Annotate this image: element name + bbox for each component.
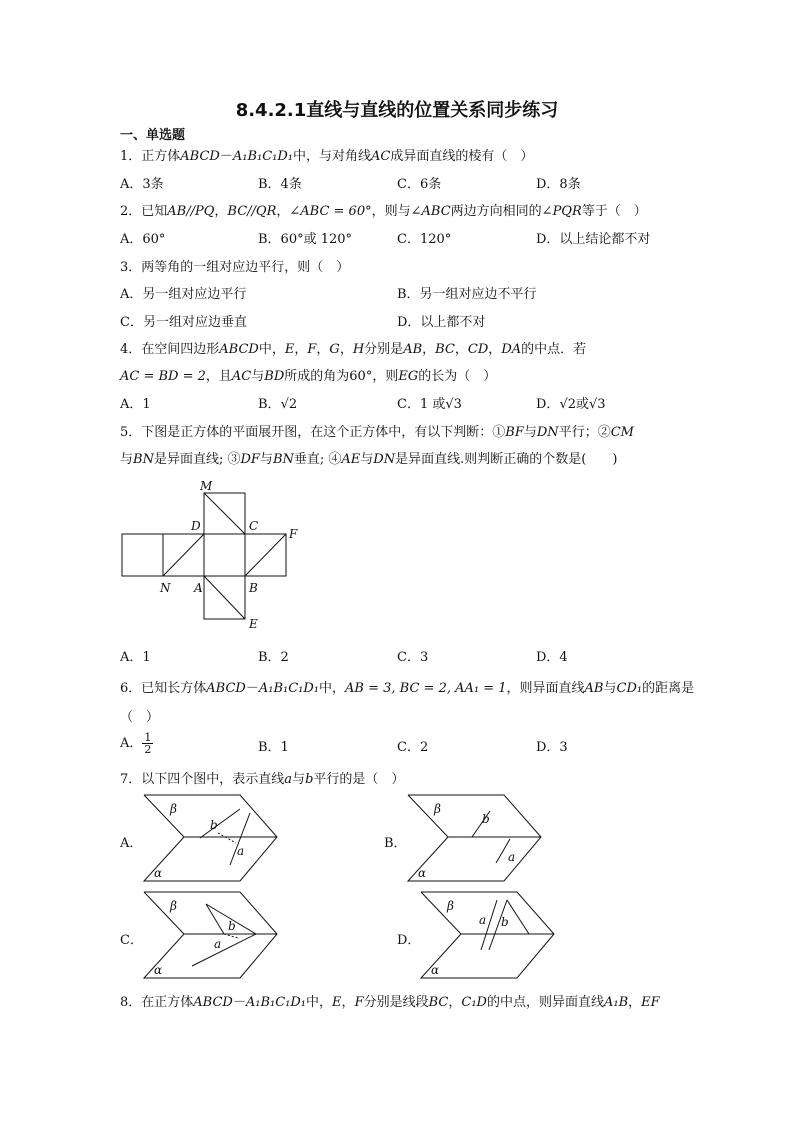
label-f: F xyxy=(289,527,298,541)
diagonal-ae xyxy=(204,576,245,619)
label-alpha: α xyxy=(154,866,163,880)
q5-option-d: D．4 xyxy=(536,650,568,665)
q7-figure-c xyxy=(140,890,285,982)
q7-math: b xyxy=(305,772,314,787)
q6-text: 与 xyxy=(603,681,617,696)
q1-math: AC xyxy=(371,149,391,164)
q2-option-c: C．120° xyxy=(397,232,452,247)
question-4-stem-line1 xyxy=(120,338,586,357)
q6-text: 中， xyxy=(319,681,346,696)
q4-math: H xyxy=(352,342,365,357)
q8-math: BC xyxy=(428,995,449,1010)
q4-math: AC xyxy=(231,369,252,384)
q2-option-a: A．60° xyxy=(120,232,166,247)
dihedral-outline xyxy=(408,795,541,881)
dihedral-outline xyxy=(421,892,554,978)
q4-math: ABCD xyxy=(219,342,259,357)
q1-option-c: C．6条 xyxy=(397,177,442,192)
label-e: E xyxy=(249,617,258,631)
question-5-stem-line2 xyxy=(120,448,617,467)
label-beta: β xyxy=(170,899,177,913)
q4-math: CD xyxy=(467,342,489,357)
q5-text: 与 xyxy=(523,425,537,440)
q6-math: AB xyxy=(584,681,604,696)
dihedral-outline xyxy=(144,892,277,978)
q3-option-b: B．另一组对应边不平行 xyxy=(397,287,537,302)
label-b: b xyxy=(228,919,236,933)
q8-math: ABCD xyxy=(193,995,233,1010)
q3-option-d: D．以上都不对 xyxy=(397,315,486,330)
q8-text: 8．在正方体 xyxy=(120,995,194,1010)
q5-text: 是异面直线; ③ xyxy=(153,452,241,467)
q8-text: － xyxy=(232,995,246,1010)
q5-math: AE xyxy=(341,452,361,467)
fraction-denominator: 2 xyxy=(144,743,152,756)
line-b xyxy=(200,809,240,838)
q1-math: A₁B₁C₁D₁ xyxy=(232,149,294,164)
q7-text: 与 xyxy=(292,772,306,787)
q4-text: 与 xyxy=(251,369,265,384)
q4-text: ， xyxy=(294,342,308,357)
q8-math: A₁B₁C₁D₁ xyxy=(245,995,307,1010)
q4-math: DA xyxy=(501,342,522,357)
q2-math: BC//QR xyxy=(227,204,277,219)
q4-option-a: A．1 xyxy=(120,397,151,412)
line-a xyxy=(192,934,256,966)
q5-option-a: A．1 xyxy=(120,650,151,665)
q6-math: A₁B₁C₁D₁ xyxy=(258,681,320,696)
q7-figure-d xyxy=(417,890,562,982)
q6-text: 的距离是 xyxy=(642,681,695,696)
q4-option-d xyxy=(536,393,606,412)
fraction-numerator: 1 xyxy=(144,731,152,744)
q7-figure-a xyxy=(140,793,285,885)
hidden-segment xyxy=(224,934,238,938)
q7-text: 7．以下四个图中，表示直线 xyxy=(120,772,285,787)
q4-math: AC = BD = 2 xyxy=(120,369,206,384)
q2-math: ∠ABC xyxy=(410,204,451,219)
q4-option-d-math: √2 xyxy=(559,397,576,412)
q6-text: 6．已知长方体 xyxy=(120,681,207,696)
q5-text: 与 xyxy=(259,452,273,467)
q4-option-d-text: 或 xyxy=(576,397,590,412)
q8-math: EF xyxy=(641,995,660,1010)
question-4-stem-line2 xyxy=(120,365,496,384)
q6-option-d: D．3 xyxy=(536,740,568,755)
label-a: a xyxy=(479,913,487,927)
q5-text: 5．下图是正方体的平面展开图，在这个正方体中，有以下判断：① xyxy=(120,425,506,440)
q4-math: BD xyxy=(264,369,285,384)
q5-option-b: B．2 xyxy=(258,650,289,665)
dihedral-outline xyxy=(144,795,277,881)
q8-text: ， xyxy=(341,995,355,1010)
q5-math: BN xyxy=(272,452,294,467)
diagonal-nd xyxy=(163,534,204,576)
q2-text: ，则与 xyxy=(371,204,411,219)
label-a: A xyxy=(194,581,203,595)
q7-option-b-letter: B． xyxy=(384,836,407,851)
question-1-stem xyxy=(120,145,533,164)
q7-math: a xyxy=(284,772,293,787)
q4-option-d-label: D． xyxy=(536,397,560,412)
q8-text: 分别是线段 xyxy=(363,995,429,1010)
label-b: b xyxy=(482,812,490,826)
diagonal-bf xyxy=(245,534,286,576)
q5-text: 平行；② xyxy=(558,425,611,440)
q6-option-b: B．1 xyxy=(258,740,289,755)
q8-math: C₁D xyxy=(461,995,487,1010)
diagonal-mc xyxy=(204,493,245,534)
q2-text: ， xyxy=(214,204,228,219)
q2-text: 两边方向相同的 xyxy=(450,204,542,219)
label-b: b xyxy=(501,915,509,929)
question-6-stem-line1 xyxy=(120,677,694,696)
q1-option-b: B．4条 xyxy=(258,177,302,192)
q4-text: ， xyxy=(339,342,353,357)
q4-text: 分别是 xyxy=(364,342,404,357)
q2-text: ， xyxy=(276,204,290,219)
q4-text: 的长为（ ） xyxy=(418,369,497,384)
q4-text: ， xyxy=(454,342,468,357)
q8-text: 中， xyxy=(306,995,333,1010)
q5-math: DN xyxy=(536,425,559,440)
line-b-left xyxy=(206,904,224,934)
q7-figure-b xyxy=(404,793,549,885)
q5-math: DN xyxy=(373,452,396,467)
q7-option-d-letter: D． xyxy=(397,933,421,948)
q4-text: 4．在空间四边形 xyxy=(120,342,220,357)
q5-math: CM xyxy=(610,425,634,440)
q4-text: ，且 xyxy=(205,369,232,384)
q4-option-b xyxy=(258,393,297,412)
label-m: M xyxy=(200,479,213,493)
q3-option-a: A．另一组对应边平行 xyxy=(120,287,247,302)
q6-option-c: C．2 xyxy=(397,740,429,755)
q5-math: BN xyxy=(133,452,154,467)
label-alpha: α xyxy=(431,963,440,977)
q2-option-d: D．以上结论都不对 xyxy=(536,232,651,247)
q4-option-c xyxy=(397,393,462,412)
q4-math: F xyxy=(307,342,317,357)
q3-option-c: C．另一组对应边垂直 xyxy=(120,315,247,330)
q6-option-a-label: A． xyxy=(120,736,143,751)
question-8-stem xyxy=(120,991,660,1010)
q2-option-b: B．60°或 120° xyxy=(258,232,353,247)
q6-math: ABCD xyxy=(206,681,246,696)
q8-math: A₁B xyxy=(603,995,629,1010)
q4-text: ， xyxy=(316,342,330,357)
q4-text: ， xyxy=(422,342,436,357)
q3-text: 3．两等角的一组对应边平行，则（ ） xyxy=(120,260,350,275)
q4-math: BC xyxy=(435,342,455,357)
q2-math: ∠PQR xyxy=(541,204,582,219)
q4-text: ，则 xyxy=(372,369,399,384)
q5-math: BF xyxy=(505,425,524,440)
q4-math: EG xyxy=(398,369,419,384)
question-7-stem xyxy=(120,768,404,787)
q5-text: 是异面直线.则判断正确的个数是( ) xyxy=(395,452,618,467)
label-d: D xyxy=(191,519,201,533)
label-b: B xyxy=(249,581,258,595)
q4-text: 中， xyxy=(258,342,285,357)
q8-text: ， xyxy=(448,995,462,1010)
q4-option-b-math: √2 xyxy=(280,397,298,412)
label-alpha: α xyxy=(418,866,427,880)
question-5-stem-line1 xyxy=(120,421,634,440)
q4-option-c-label: C．1 或 xyxy=(397,397,446,412)
q7-text: 平行的是（ ） xyxy=(313,772,405,787)
q6-option-a xyxy=(120,732,153,755)
q5-text: 与 xyxy=(120,452,134,467)
line-extra xyxy=(507,900,529,934)
q7-option-a-letter: A． xyxy=(120,836,143,851)
section-heading: 一、单选题 xyxy=(120,128,186,143)
question-2-stem xyxy=(120,200,647,219)
q4-math: E xyxy=(284,342,295,357)
label-a: a xyxy=(214,937,222,951)
label-c: C xyxy=(249,519,259,533)
q5-text: 与 xyxy=(360,452,374,467)
q8-text: ， xyxy=(628,995,642,1010)
hidden-segment xyxy=(218,833,236,843)
q6-text: ，则异面直线 xyxy=(506,681,585,696)
q2-text: 等于（ ） xyxy=(581,204,647,219)
fraction-one-half xyxy=(142,732,153,755)
q5-option-c: C．3 xyxy=(397,650,429,665)
q8-text: 的中点，则异面直线 xyxy=(486,995,604,1010)
label-beta: β xyxy=(434,802,441,816)
q1-text: 成异面直线的棱有（ ） xyxy=(390,149,534,164)
cube-net-figure xyxy=(118,476,318,634)
q4-option-b-label: B． xyxy=(258,397,281,412)
q4-option-d-math: √3 xyxy=(589,397,606,412)
q4-text: 60° xyxy=(349,369,373,384)
label-a: a xyxy=(508,850,516,864)
q1-text: 中，与对角线 xyxy=(293,149,372,164)
q2-math: AB//PQ xyxy=(167,204,215,219)
q5-text: 垂直; ④ xyxy=(293,452,342,467)
q6-math: AB = 3, BC = 2, AA₁ = 1 xyxy=(345,681,507,696)
question-6-stem-line2: （ ） xyxy=(120,710,160,725)
label-beta: β xyxy=(170,802,177,816)
q1-math: ABCD xyxy=(180,149,220,164)
q2-math: ∠ABC = 60° xyxy=(289,204,372,219)
q4-math: G xyxy=(329,342,340,357)
q8-math: F xyxy=(354,995,364,1010)
question-3-stem xyxy=(120,256,349,275)
q1-option-d: D．8条 xyxy=(536,177,581,192)
label-a: a xyxy=(237,844,245,858)
q1-option-a: A．3条 xyxy=(120,177,164,192)
q1-text: 1．正方体 xyxy=(120,149,181,164)
q4-text: 的中点．若 xyxy=(521,342,587,357)
label-alpha: α xyxy=(154,963,163,977)
label-beta: β xyxy=(447,899,454,913)
page-title: 8.4.2.1直线与直线的位置关系同步练习 xyxy=(235,100,559,121)
q7-option-c-letter: C． xyxy=(120,933,143,948)
q4-option-c-math: √3 xyxy=(445,397,462,412)
q1-text: － xyxy=(219,149,233,164)
q8-math: E xyxy=(332,995,342,1010)
q4-text: ， xyxy=(488,342,502,357)
q4-text: 所成的角为 xyxy=(284,369,350,384)
q2-text: 2．已知 xyxy=(120,204,168,219)
label-b: b xyxy=(210,818,218,832)
q6-text: － xyxy=(245,681,259,696)
q4-math: AB xyxy=(403,342,423,357)
q6-math: CD₁ xyxy=(616,681,643,696)
q5-math: DF xyxy=(240,452,260,467)
label-n: N xyxy=(160,581,171,595)
